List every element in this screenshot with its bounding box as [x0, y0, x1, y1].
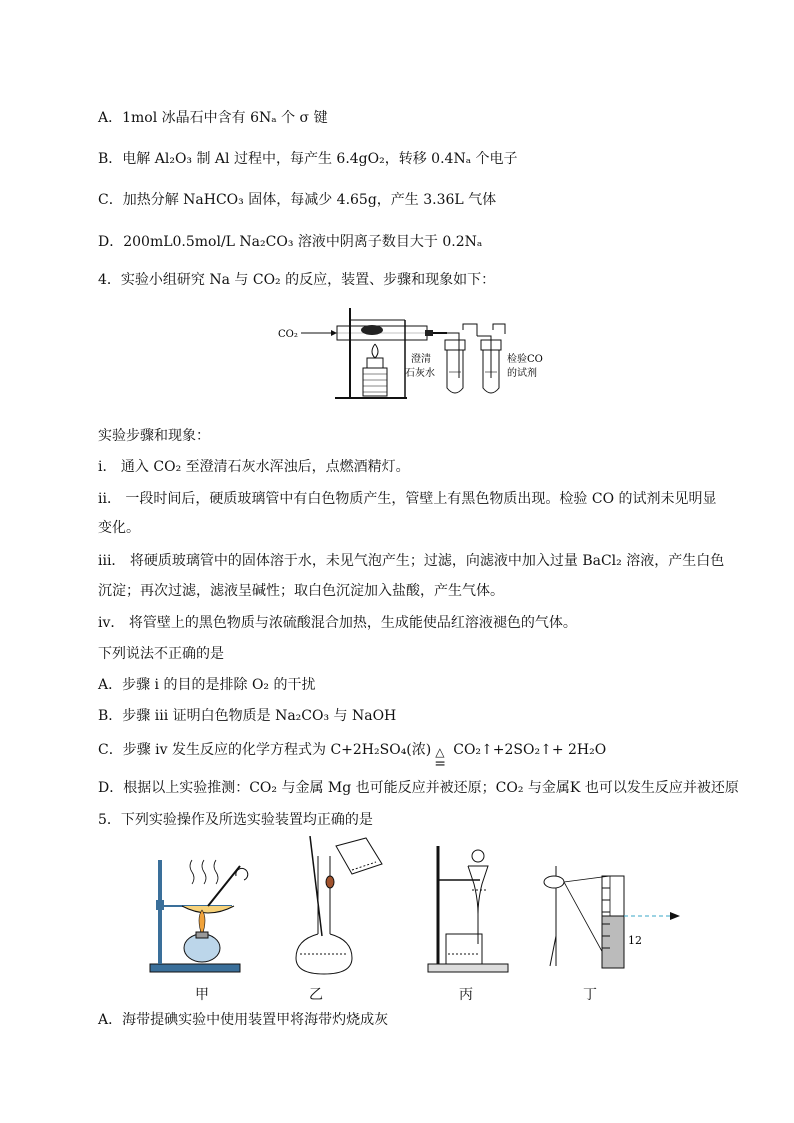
q3-option-c: C．加热分解 NaHCO₃ 固体，每减少 4.65g，产生 3.36L 气体 [98, 192, 497, 208]
q5-option-a: A．海带提碘实验中使用装置甲将海带灼烧成灰 [98, 1012, 389, 1028]
label-jia: 甲 [195, 987, 209, 1003]
q4-option-c-tail: CO₂↑+2SO₂↑+ 2H₂O [453, 742, 607, 758]
label-yi: 乙 [309, 987, 323, 1003]
q4-step-2-line-2: 变化。 [98, 520, 140, 536]
q5-stem: 5．下列实验操作及所选实验装置均正确的是 [98, 812, 373, 828]
apparatus-yi [296, 836, 382, 974]
q4-option-a: A．步骤 i 的目的是排除 O₂ 的干扰 [98, 677, 316, 693]
apparatus-jia [150, 860, 248, 972]
limewater-label-1: 澄清 [411, 354, 431, 365]
label-bing: 丙 [459, 987, 473, 1003]
q4-option-d: D．根据以上实验推测：CO₂ 与金属 Mg 也可能反应并被还原；CO₂ 与金属K 也可以发生反应并被还原 [98, 780, 739, 796]
q4-question: 下列说法不正确的是 [98, 646, 224, 662]
q4-apparatus-figure [275, 300, 555, 410]
apparatus-ding [544, 866, 680, 968]
reading-12: 12 [628, 934, 642, 947]
q4-step-1: i． 通入 CO₂ 至澄清石灰水浑浊后，点燃酒精灯。 [98, 459, 410, 475]
delta-symbol: △ [435, 745, 445, 759]
q3-option-a: A．1mol 冰晶石中含有 6Nₐ 个 σ 键 [98, 110, 328, 126]
q4-step-3-line-1: iii． 将硬质玻璃管中的固体溶于水，未见气泡产生；过滤，向滤液中加入过量 BaCl₂ 溶液，产生白色 [98, 553, 725, 569]
apparatus-bing [428, 846, 508, 972]
q4-steps-heading: 实验步骤和现象： [98, 428, 210, 444]
q5-apparatus-figure [140, 836, 700, 986]
q4-option-c-text: C．步骤 iv 发生反应的化学方程式为 C+2H₂SO₄(浓) [98, 742, 432, 758]
q4-stem: 4．实验小组研究 Na 与 CO₂ 的反应，装置、步骤和现象如下： [98, 272, 496, 288]
q4-step-3-line-2: 沉淀；再次过滤，滤液呈碱性；取白色沉淀加入盐酸，产生气体。 [98, 583, 504, 599]
test-reagent-label-2: 的试剂 [507, 368, 537, 379]
label-ding: 丁 [583, 987, 597, 1003]
co2-label: CO₂ [278, 329, 298, 340]
test-reagent-label-1: 检验CO [507, 354, 543, 365]
q4-step-2-line-1: ii． 一段时间后，硬质玻璃管中有白色物质产生，管壁上有黑色物质出现。检验 CO 的试剂未见明显 [98, 491, 717, 507]
q4-option-b: B．步骤 iii 证明白色物质是 Na₂CO₃ 与 NaOH [98, 708, 397, 724]
limewater-label-2: 石灰水 [405, 368, 435, 379]
q3-option-d: D．200mL0.5mol/L Na₂CO₃ 溶液中阴离子数目大于 0.2Nₐ [98, 234, 483, 250]
q3-option-b: B．电解 Al₂O₃ 制 Al 过程中，每产生 6.4gO₂，转移 0.4Nₐ 个电子 [98, 151, 518, 167]
q4-step-4: iv． 将管壁上的黑色物质与浓硫酸混合加热，生成能使品红溶液褪色的气体。 [98, 615, 577, 631]
q4-option-c: C．步骤 iv 发生反应的化学方程式为 C+2H₂SO₄(浓) △ = CO₂↑+2SO₂↑+ 2H₂O [98, 742, 607, 772]
